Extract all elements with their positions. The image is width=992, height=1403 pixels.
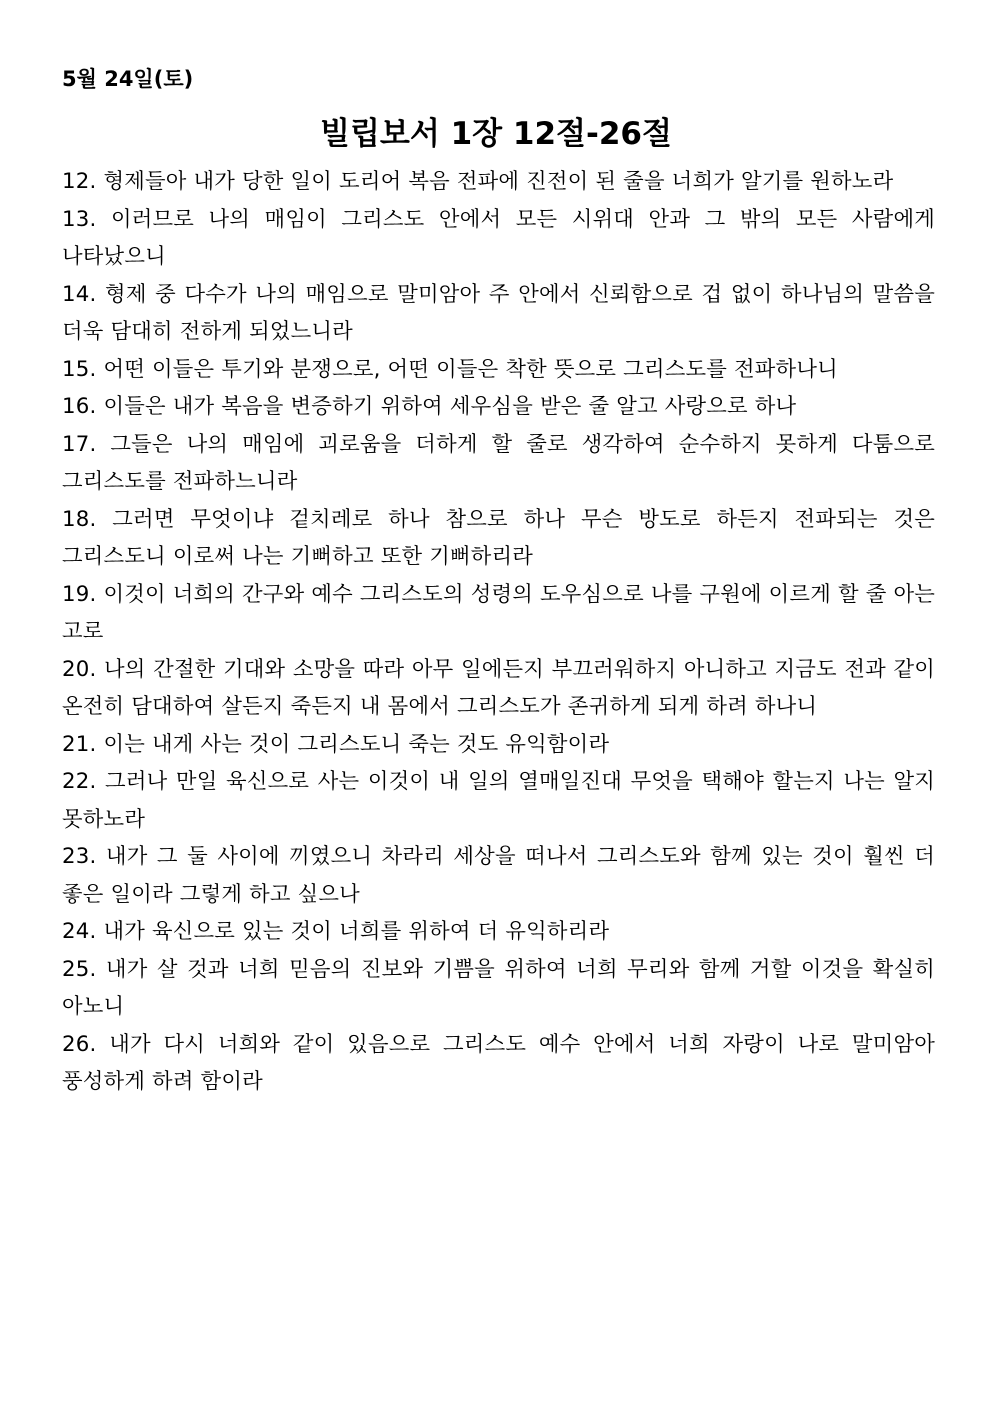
verse-12: 12. 형제들아 내가 당한 일이 도리어 복음 전파에 진전이 된 줄을 너희가 알기를 원하노라 — [62, 169, 894, 194]
verse-14: 14. 형제 중 다수가 나의 매임으로 말미암아 주 안에서 신뢰함으로 겁 없이 하나님의 말씀을 더욱 담대히 전하게 되었느니라 — [62, 281, 935, 344]
verse-24: 24. 내가 육신으로 있는 것이 너희를 위하여 더 유익하리라 — [62, 919, 610, 944]
verse-21: 21. 이는 내게 사는 것이 그리스도니 죽는 것도 유익함이라 — [62, 731, 610, 757]
verse-26: 26. 내가 다시 너희와 같이 있음으로 그리스도 예수 안에서 너희 자랑이 나로 말미암아 풍성하게 하려 함이라 — [62, 1031, 935, 1094]
verse-23: 23. 내가 그 둘 사이에 끼였으니 차라리 세상을 떠나서 그리스도와 함께 있는 것이 훨씬 더 좋은 일이라 그렇게 하고 싶으나 — [62, 844, 935, 907]
verse-16: 16. 이들은 내가 복음을 변증하기 위하여 세우심을 받은 줄 알고 사랑으로 하나 — [62, 394, 797, 419]
page-title: 빌립보서 1장 12절-26절 — [320, 116, 672, 152]
verse-25: 25. 내가 살 것과 너희 믿음의 진보와 기쁨을 위하여 너희 무리와 함께 거할 이것을 확실히 아노니 — [62, 956, 935, 1019]
verse-13: 13. 이러므로 나의 매임이 그리스도 안에서 모든 시위대 안과 그 밖의 모든 사람에게 나타났으니 — [62, 206, 935, 269]
date-heading: 5월 24일(토) — [62, 67, 194, 91]
verse-20: 20. 나의 간절한 기대와 소망을 따라 아무 일에든지 부끄러워하지 아니하고 지금도 전과 같이 온전히 담대하여 살든지 죽든지 내 몸에서 그리스도가 존귀하게 되게 하려 하나니 — [62, 656, 935, 719]
verse-19: 19. 이것이 너희의 간구와 예수 그리스도의 성령의 도우심으로 나를 구원에 이르게 할 줄 아는 고로 — [62, 581, 935, 644]
verse-22: 22. 그러나 만일 육신으로 사는 이것이 내 일의 열매일진대 무엇을 택해야 할는지 나는 알지 못하노라 — [62, 769, 935, 832]
verse-15: 15. 어떤 이들은 투기와 분쟁으로, 어떤 이들은 착한 뜻으로 그리스도를 전파하나니 — [62, 356, 838, 382]
verse-17: 17. 그들은 나의 매임에 괴로움을 더하게 할 줄로 생각하여 순수하지 못하게 다툼으로 그리스도를 전파하느니라 — [62, 431, 935, 494]
verse-list — [62, 163, 935, 1101]
verse-18: 18. 그러면 무엇이냐 겉치레로 하나 참으로 하나 무슨 방도로 하든지 전파되는 것은 그리스도니 이로써 나는 기뻐하고 또한 기뻐하리라 — [62, 506, 935, 569]
